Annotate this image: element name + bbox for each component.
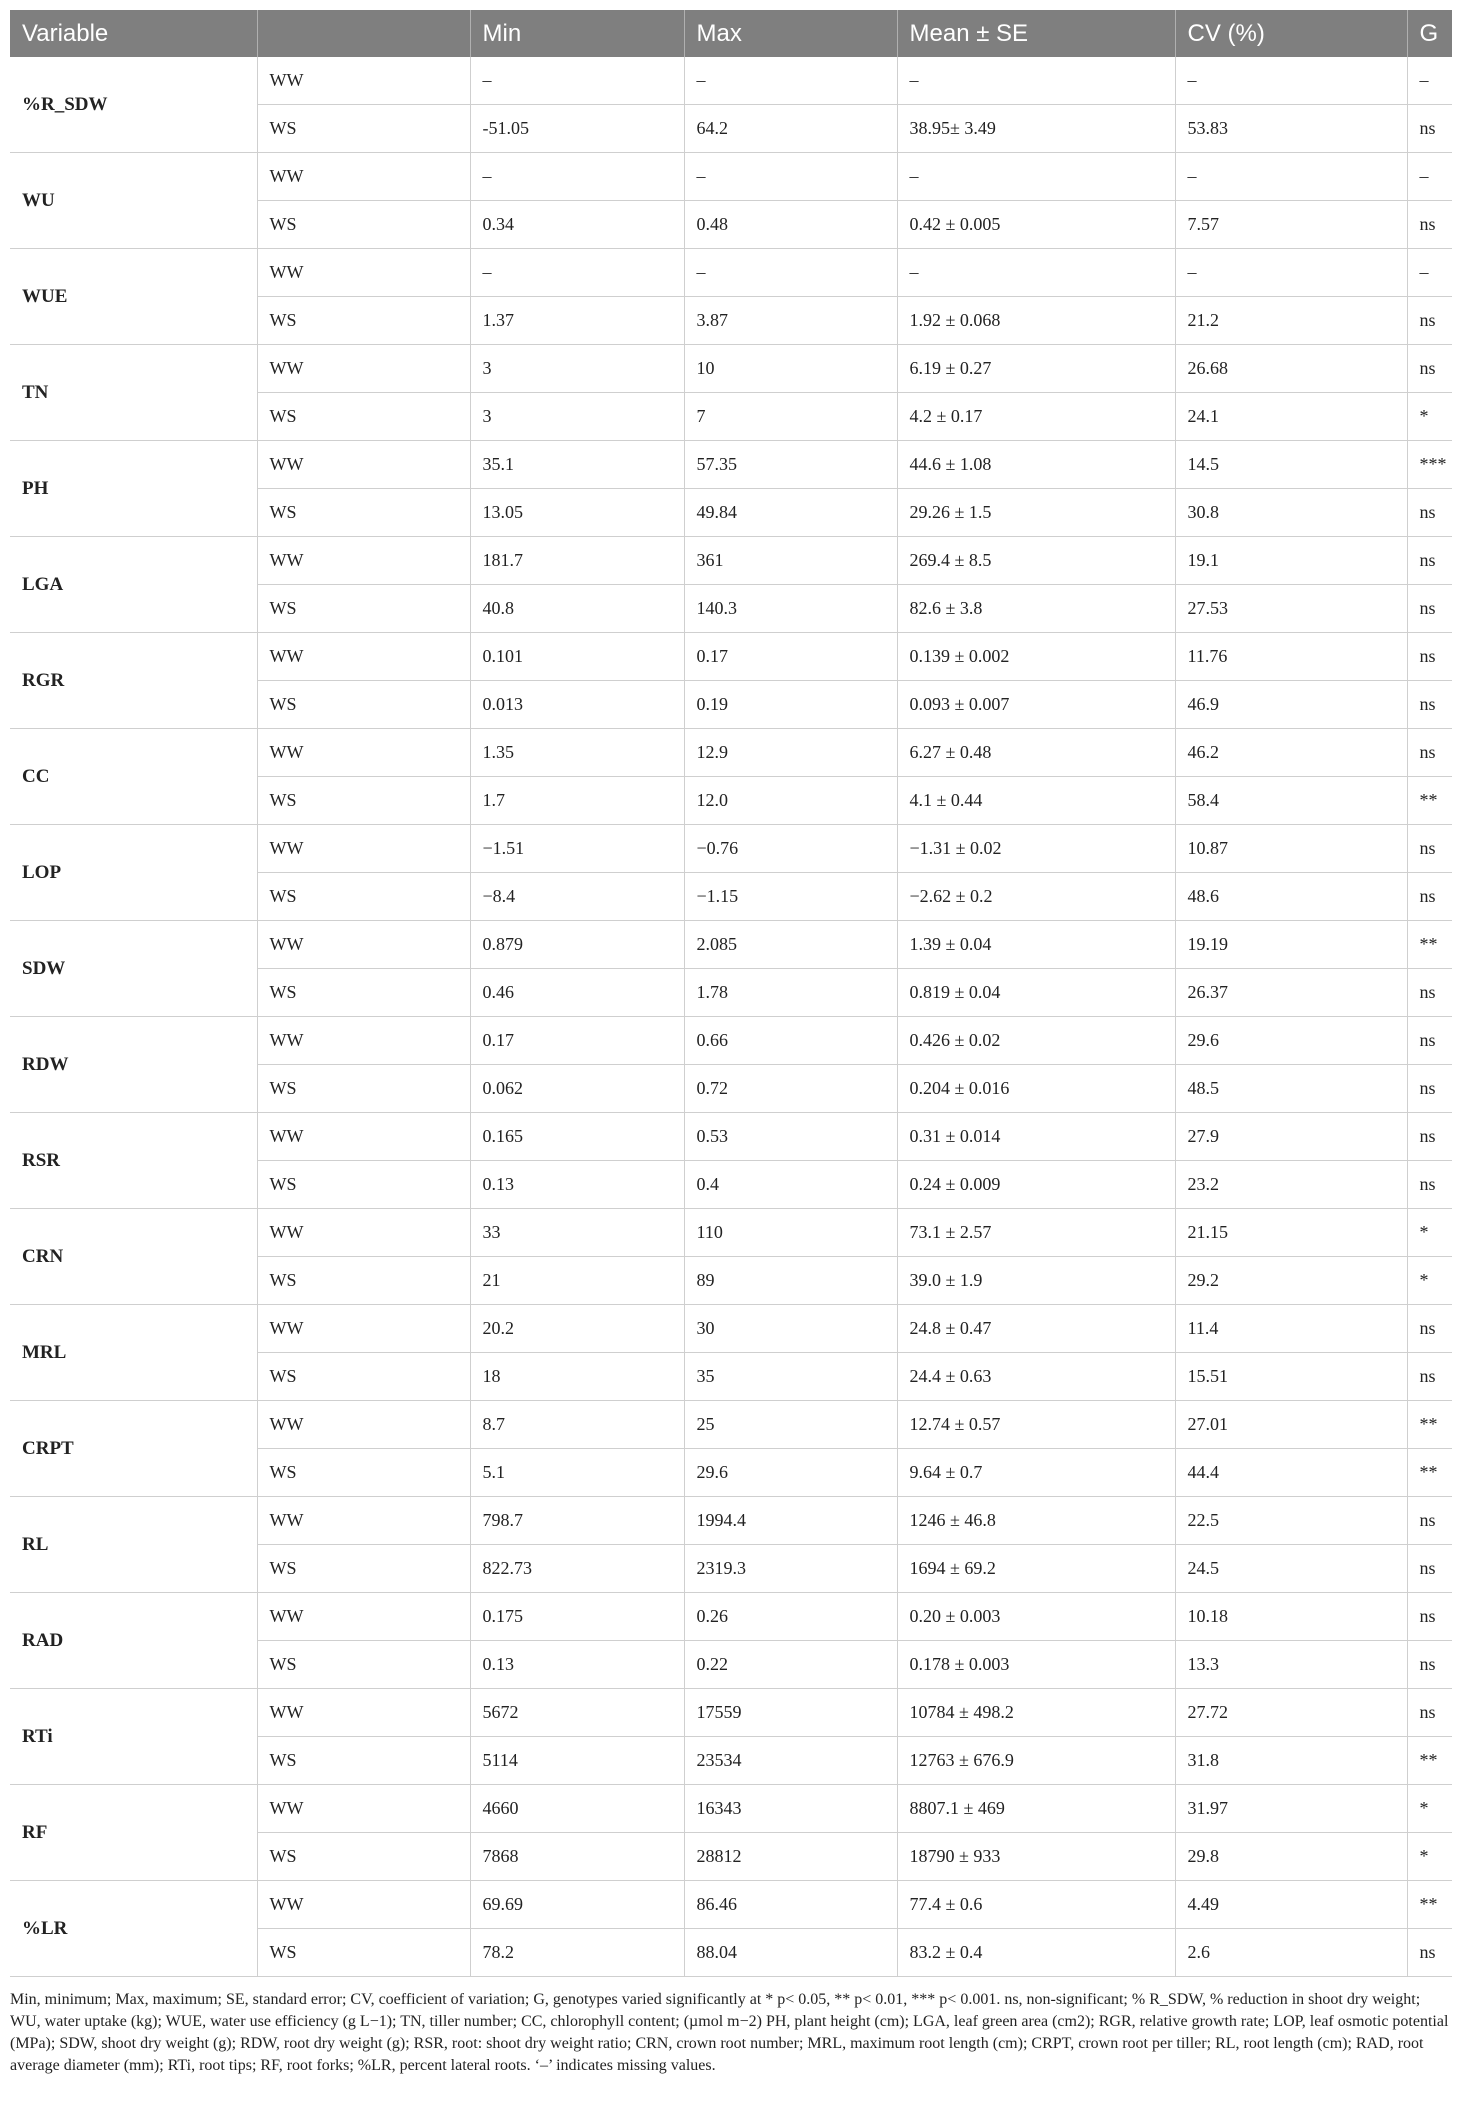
g-cell: ns	[1407, 729, 1452, 777]
mean-se-cell: 0.093 ± 0.007	[897, 681, 1175, 729]
table-row	[10, 825, 1452, 873]
max-cell: 1994.4	[684, 1497, 897, 1545]
cv-cell: 30.8	[1175, 489, 1407, 537]
variable-cell: WUE	[10, 249, 257, 345]
min-cell: 8.7	[470, 1401, 684, 1449]
g-cell: **	[1407, 1737, 1452, 1785]
variable-cell: %R_SDW	[10, 57, 257, 153]
min-cell: 33	[470, 1209, 684, 1257]
g-cell: ns	[1407, 201, 1452, 249]
cv-cell: 24.5	[1175, 1545, 1407, 1593]
max-cell: 86.46	[684, 1881, 897, 1929]
condition-cell: WW	[257, 633, 470, 681]
cv-cell: 14.5	[1175, 441, 1407, 489]
condition-cell: WS	[257, 1737, 470, 1785]
condition-cell: WW	[257, 153, 470, 201]
min-cell: 3	[470, 345, 684, 393]
min-cell: 18	[470, 1353, 684, 1401]
cv-cell: 31.97	[1175, 1785, 1407, 1833]
mean-se-cell: 24.4 ± 0.63	[897, 1353, 1175, 1401]
mean-se-cell: –	[897, 249, 1175, 297]
min-cell: 0.101	[470, 633, 684, 681]
min-cell: 822.73	[470, 1545, 684, 1593]
mean-se-cell: 77.4 ± 0.6	[897, 1881, 1175, 1929]
min-cell: 69.69	[470, 1881, 684, 1929]
max-cell: –	[684, 153, 897, 201]
mean-se-cell: −2.62 ± 0.2	[897, 873, 1175, 921]
max-cell: −0.76	[684, 825, 897, 873]
g-cell: *	[1407, 1833, 1452, 1881]
mean-se-cell: −1.31 ± 0.02	[897, 825, 1175, 873]
min-cell: 0.46	[470, 969, 684, 1017]
min-cell: -51.05	[470, 105, 684, 153]
max-cell: 10	[684, 345, 897, 393]
min-cell: –	[470, 249, 684, 297]
max-cell: 28812	[684, 1833, 897, 1881]
max-cell: 64.2	[684, 105, 897, 153]
variable-cell: RL	[10, 1497, 257, 1593]
cv-cell: 31.8	[1175, 1737, 1407, 1785]
cv-cell: 26.37	[1175, 969, 1407, 1017]
g-cell: ns	[1407, 1113, 1452, 1161]
mean-se-cell: 0.42 ± 0.005	[897, 201, 1175, 249]
g-cell: *	[1407, 1209, 1452, 1257]
condition-cell: WS	[257, 777, 470, 825]
condition-cell: WW	[257, 249, 470, 297]
condition-cell: WS	[257, 681, 470, 729]
table-row	[10, 537, 1452, 585]
mean-se-cell: –	[897, 57, 1175, 105]
cv-cell: 27.53	[1175, 585, 1407, 633]
max-cell: 23534	[684, 1737, 897, 1785]
max-cell: 17559	[684, 1689, 897, 1737]
variable-cell: RDW	[10, 1017, 257, 1113]
min-cell: 4660	[470, 1785, 684, 1833]
table-container	[10, 10, 1452, 2077]
g-cell: ns	[1407, 105, 1452, 153]
condition-cell: WS	[257, 969, 470, 1017]
g-cell: ns	[1407, 681, 1452, 729]
mean-se-cell: 82.6 ± 3.8	[897, 585, 1175, 633]
condition-cell: WW	[257, 921, 470, 969]
cv-cell: 48.5	[1175, 1065, 1407, 1113]
max-cell: 12.9	[684, 729, 897, 777]
header-cv: CV (%)	[1175, 10, 1407, 57]
g-cell: *	[1407, 1785, 1452, 1833]
max-cell: −1.15	[684, 873, 897, 921]
condition-cell: WW	[257, 1497, 470, 1545]
mean-se-cell: 0.31 ± 0.014	[897, 1113, 1175, 1161]
mean-se-cell: 9.64 ± 0.7	[897, 1449, 1175, 1497]
table-row	[10, 153, 1452, 201]
table-body	[10, 57, 1452, 1977]
table-row	[10, 921, 1452, 969]
min-cell: 5.1	[470, 1449, 684, 1497]
min-cell: 1.7	[470, 777, 684, 825]
max-cell: 361	[684, 537, 897, 585]
condition-cell: WW	[257, 825, 470, 873]
max-cell: 1.78	[684, 969, 897, 1017]
min-cell: 3	[470, 393, 684, 441]
min-cell: 5114	[470, 1737, 684, 1785]
g-cell: ns	[1407, 1161, 1452, 1209]
mean-se-cell: 0.204 ± 0.016	[897, 1065, 1175, 1113]
cv-cell: 13.3	[1175, 1641, 1407, 1689]
max-cell: 49.84	[684, 489, 897, 537]
mean-se-cell: 6.27 ± 0.48	[897, 729, 1175, 777]
condition-cell: WW	[257, 1785, 470, 1833]
variable-cell: PH	[10, 441, 257, 537]
variable-cell: %LR	[10, 1881, 257, 1977]
max-cell: 0.17	[684, 633, 897, 681]
variable-cell: RF	[10, 1785, 257, 1881]
g-cell: –	[1407, 153, 1452, 201]
condition-cell: WW	[257, 1593, 470, 1641]
min-cell: 798.7	[470, 1497, 684, 1545]
condition-cell: WW	[257, 1113, 470, 1161]
min-cell: 0.062	[470, 1065, 684, 1113]
g-cell: ns	[1407, 537, 1452, 585]
variable-cell: SDW	[10, 921, 257, 1017]
min-cell: 35.1	[470, 441, 684, 489]
table-row	[10, 1689, 1452, 1737]
variable-cell: MRL	[10, 1305, 257, 1401]
max-cell: 0.4	[684, 1161, 897, 1209]
mean-se-cell: 0.819 ± 0.04	[897, 969, 1175, 1017]
mean-se-cell: 1246 ± 46.8	[897, 1497, 1175, 1545]
g-cell: ns	[1407, 825, 1452, 873]
min-cell: 0.13	[470, 1641, 684, 1689]
mean-se-cell: 12.74 ± 0.57	[897, 1401, 1175, 1449]
min-cell: 13.05	[470, 489, 684, 537]
g-cell: **	[1407, 1401, 1452, 1449]
max-cell: 2.085	[684, 921, 897, 969]
variable-cell: CC	[10, 729, 257, 825]
max-cell: 0.48	[684, 201, 897, 249]
table-row	[10, 1593, 1452, 1641]
mean-se-cell: 44.6 ± 1.08	[897, 441, 1175, 489]
condition-cell: WS	[257, 1161, 470, 1209]
cv-cell: 29.6	[1175, 1017, 1407, 1065]
g-cell: ns	[1407, 1593, 1452, 1641]
mean-se-cell: 73.1 ± 2.57	[897, 1209, 1175, 1257]
cv-cell: 24.1	[1175, 393, 1407, 441]
cv-cell: 26.68	[1175, 345, 1407, 393]
cv-cell: 21.2	[1175, 297, 1407, 345]
max-cell: 0.19	[684, 681, 897, 729]
table-row	[10, 345, 1452, 393]
min-cell: 1.35	[470, 729, 684, 777]
condition-cell: WW	[257, 345, 470, 393]
cv-cell: 23.2	[1175, 1161, 1407, 1209]
variable-cell: CRN	[10, 1209, 257, 1305]
table-row	[10, 1785, 1452, 1833]
condition-cell: WW	[257, 1689, 470, 1737]
condition-cell: WW	[257, 729, 470, 777]
g-cell: **	[1407, 777, 1452, 825]
max-cell: –	[684, 249, 897, 297]
min-cell: –	[470, 153, 684, 201]
g-cell: **	[1407, 921, 1452, 969]
table-row	[10, 249, 1452, 297]
min-cell: 5672	[470, 1689, 684, 1737]
max-cell: 89	[684, 1257, 897, 1305]
max-cell: 140.3	[684, 585, 897, 633]
header-mean-se: Mean ± SE	[897, 10, 1175, 57]
cv-cell: 58.4	[1175, 777, 1407, 825]
max-cell: 57.35	[684, 441, 897, 489]
table-row	[10, 1017, 1452, 1065]
min-cell: 0.13	[470, 1161, 684, 1209]
condition-cell: WS	[257, 1545, 470, 1593]
mean-se-cell: 38.95± 3.49	[897, 105, 1175, 153]
max-cell: –	[684, 57, 897, 105]
cv-cell: 48.6	[1175, 873, 1407, 921]
g-cell: **	[1407, 1449, 1452, 1497]
max-cell: 88.04	[684, 1929, 897, 1977]
table-row	[10, 57, 1452, 105]
min-cell: 0.175	[470, 1593, 684, 1641]
condition-cell: WW	[257, 1017, 470, 1065]
min-cell: 0.165	[470, 1113, 684, 1161]
table-row	[10, 1881, 1452, 1929]
max-cell: 0.26	[684, 1593, 897, 1641]
max-cell: 29.6	[684, 1449, 897, 1497]
min-cell: 0.17	[470, 1017, 684, 1065]
g-cell: ns	[1407, 1353, 1452, 1401]
mean-se-cell: –	[897, 153, 1175, 201]
mean-se-cell: 18790 ± 933	[897, 1833, 1175, 1881]
max-cell: 0.66	[684, 1017, 897, 1065]
mean-se-cell: 1694 ± 69.2	[897, 1545, 1175, 1593]
condition-cell: WS	[257, 201, 470, 249]
max-cell: 35	[684, 1353, 897, 1401]
min-cell: 7868	[470, 1833, 684, 1881]
condition-cell: WW	[257, 441, 470, 489]
condition-cell: WS	[257, 489, 470, 537]
mean-se-cell: 269.4 ± 8.5	[897, 537, 1175, 585]
cv-cell: 27.9	[1175, 1113, 1407, 1161]
variable-cell: WU	[10, 153, 257, 249]
max-cell: 110	[684, 1209, 897, 1257]
min-cell: 0.013	[470, 681, 684, 729]
g-cell: ns	[1407, 1305, 1452, 1353]
condition-cell: WS	[257, 1641, 470, 1689]
g-cell: ns	[1407, 585, 1452, 633]
condition-cell: WW	[257, 1209, 470, 1257]
variable-cell: RGR	[10, 633, 257, 729]
g-cell: ns	[1407, 873, 1452, 921]
condition-cell: WW	[257, 1305, 470, 1353]
cv-cell: 27.72	[1175, 1689, 1407, 1737]
mean-se-cell: 29.26 ± 1.5	[897, 489, 1175, 537]
mean-se-cell: 0.20 ± 0.003	[897, 1593, 1175, 1641]
min-cell: 20.2	[470, 1305, 684, 1353]
mean-se-cell: 0.426 ± 0.02	[897, 1017, 1175, 1065]
g-cell: ns	[1407, 1497, 1452, 1545]
min-cell: 0.879	[470, 921, 684, 969]
table-row	[10, 1401, 1452, 1449]
g-cell: *	[1407, 393, 1452, 441]
max-cell: 3.87	[684, 297, 897, 345]
condition-cell: WW	[257, 1881, 470, 1929]
table-row	[10, 1305, 1452, 1353]
header-min: Min	[470, 10, 684, 57]
variable-cell: RTi	[10, 1689, 257, 1785]
table-row	[10, 1209, 1452, 1257]
variable-cell: RSR	[10, 1113, 257, 1209]
mean-se-cell: 10784 ± 498.2	[897, 1689, 1175, 1737]
table-row	[10, 441, 1452, 489]
cv-cell: 19.19	[1175, 921, 1407, 969]
variable-cell: LGA	[10, 537, 257, 633]
max-cell: 12.0	[684, 777, 897, 825]
max-cell: 0.72	[684, 1065, 897, 1113]
condition-cell: WW	[257, 57, 470, 105]
g-cell: ns	[1407, 489, 1452, 537]
max-cell: 25	[684, 1401, 897, 1449]
g-cell: ns	[1407, 1641, 1452, 1689]
max-cell: 0.22	[684, 1641, 897, 1689]
min-cell: 78.2	[470, 1929, 684, 1977]
mean-se-cell: 0.178 ± 0.003	[897, 1641, 1175, 1689]
max-cell: 0.53	[684, 1113, 897, 1161]
g-cell: ns	[1407, 1929, 1452, 1977]
mean-se-cell: 4.2 ± 0.17	[897, 393, 1175, 441]
condition-cell: WW	[257, 537, 470, 585]
condition-cell: WS	[257, 297, 470, 345]
condition-cell: WS	[257, 1449, 470, 1497]
condition-cell: WS	[257, 1065, 470, 1113]
mean-se-cell: 1.92 ± 0.068	[897, 297, 1175, 345]
cv-cell: 21.15	[1175, 1209, 1407, 1257]
mean-se-cell: 0.24 ± 0.009	[897, 1161, 1175, 1209]
variable-cell: LOP	[10, 825, 257, 921]
cv-cell: 10.18	[1175, 1593, 1407, 1641]
g-cell: ns	[1407, 1017, 1452, 1065]
g-cell: ns	[1407, 1689, 1452, 1737]
condition-cell: WS	[257, 1929, 470, 1977]
min-cell: 181.7	[470, 537, 684, 585]
condition-cell: WW	[257, 1401, 470, 1449]
max-cell: 30	[684, 1305, 897, 1353]
g-cell: **	[1407, 1881, 1452, 1929]
min-cell: −1.51	[470, 825, 684, 873]
condition-cell: WS	[257, 1257, 470, 1305]
cv-cell: 7.57	[1175, 201, 1407, 249]
cv-cell: 15.51	[1175, 1353, 1407, 1401]
cv-cell: 27.01	[1175, 1401, 1407, 1449]
cv-cell: 53.83	[1175, 105, 1407, 153]
header-row	[10, 10, 1452, 57]
min-cell: 40.8	[470, 585, 684, 633]
g-cell: *	[1407, 1257, 1452, 1305]
condition-cell: WS	[257, 585, 470, 633]
table-row	[10, 633, 1452, 681]
mean-se-cell: 8807.1 ± 469	[897, 1785, 1175, 1833]
variable-cell: CRPT	[10, 1401, 257, 1497]
max-cell: 16343	[684, 1785, 897, 1833]
cv-cell: 19.1	[1175, 537, 1407, 585]
min-cell: 0.34	[470, 201, 684, 249]
cv-cell: 11.4	[1175, 1305, 1407, 1353]
cv-cell: 2.6	[1175, 1929, 1407, 1977]
cv-cell: 46.2	[1175, 729, 1407, 777]
min-cell: –	[470, 57, 684, 105]
cv-cell: –	[1175, 57, 1407, 105]
min-cell: 21	[470, 1257, 684, 1305]
condition-cell: WS	[257, 393, 470, 441]
condition-cell: WS	[257, 105, 470, 153]
header-g: G	[1407, 10, 1452, 57]
g-cell: ***	[1407, 441, 1452, 489]
mean-se-cell: 6.19 ± 0.27	[897, 345, 1175, 393]
cv-cell: 29.2	[1175, 1257, 1407, 1305]
g-cell: –	[1407, 249, 1452, 297]
mean-se-cell: 4.1 ± 0.44	[897, 777, 1175, 825]
condition-cell: WS	[257, 873, 470, 921]
table-footnote: Min, minimum; Max, maximum; SE, standard error; CV, coefficient of variation; G, genotypes varied significantly at * p< 0.05, ** p< 0.01, *** p< 0.001. ns, non-significant; % R_SDW, % reduction in shoot dry weight; WU, water uptake (kg); WUE, water use efficiency (g L−1); TN, tiller number; CC, chlorophyll content; (µmol m−2) PH, plant height (cm); LGA, leaf green area (cm2); RGR, relative growth rate; LOP, leaf osmotic potential (MPa); SDW, shoot dry weight (g); RDW, root dry weight (g); RSR, root: shoot dry weight ratio; CRN, crown root number; MRL, maximum root length (cm); CRPT, crown root per tiller; RL, root length (cm); RAD, root average diameter (mm); RTi, root tips; RF, root forks; %LR, percent lateral roots. ‘–’ indicates missing values.	[10, 1991, 1449, 2074]
g-cell: ns	[1407, 1065, 1452, 1113]
min-cell: 1.37	[470, 297, 684, 345]
min-cell: −8.4	[470, 873, 684, 921]
g-cell: ns	[1407, 297, 1452, 345]
cv-cell: 44.4	[1175, 1449, 1407, 1497]
g-cell: ns	[1407, 633, 1452, 681]
cv-cell: –	[1175, 249, 1407, 297]
condition-cell: WS	[257, 1353, 470, 1401]
mean-se-cell: 0.139 ± 0.002	[897, 633, 1175, 681]
cv-cell: 11.76	[1175, 633, 1407, 681]
table-row	[10, 1113, 1452, 1161]
header-max: Max	[684, 10, 897, 57]
table-row	[10, 1497, 1452, 1545]
g-cell: ns	[1407, 345, 1452, 393]
max-cell: 2319.3	[684, 1545, 897, 1593]
mean-se-cell: 39.0 ± 1.9	[897, 1257, 1175, 1305]
cv-cell: 46.9	[1175, 681, 1407, 729]
mean-se-cell: 83.2 ± 0.4	[897, 1929, 1175, 1977]
condition-cell: WS	[257, 1833, 470, 1881]
data-table	[10, 10, 1452, 1977]
variable-cell: RAD	[10, 1593, 257, 1689]
header-condition	[257, 10, 470, 57]
g-cell: ns	[1407, 1545, 1452, 1593]
variable-cell: TN	[10, 345, 257, 441]
cv-cell: 10.87	[1175, 825, 1407, 873]
max-cell: 7	[684, 393, 897, 441]
header-variable: Variable	[10, 10, 257, 57]
g-cell: –	[1407, 57, 1452, 105]
cv-cell: 29.8	[1175, 1833, 1407, 1881]
mean-se-cell: 1.39 ± 0.04	[897, 921, 1175, 969]
cv-cell: 4.49	[1175, 1881, 1407, 1929]
cv-cell: –	[1175, 153, 1407, 201]
mean-se-cell: 24.8 ± 0.47	[897, 1305, 1175, 1353]
mean-se-cell: 12763 ± 676.9	[897, 1737, 1175, 1785]
cv-cell: 22.5	[1175, 1497, 1407, 1545]
table-row	[10, 729, 1452, 777]
g-cell: ns	[1407, 969, 1452, 1017]
